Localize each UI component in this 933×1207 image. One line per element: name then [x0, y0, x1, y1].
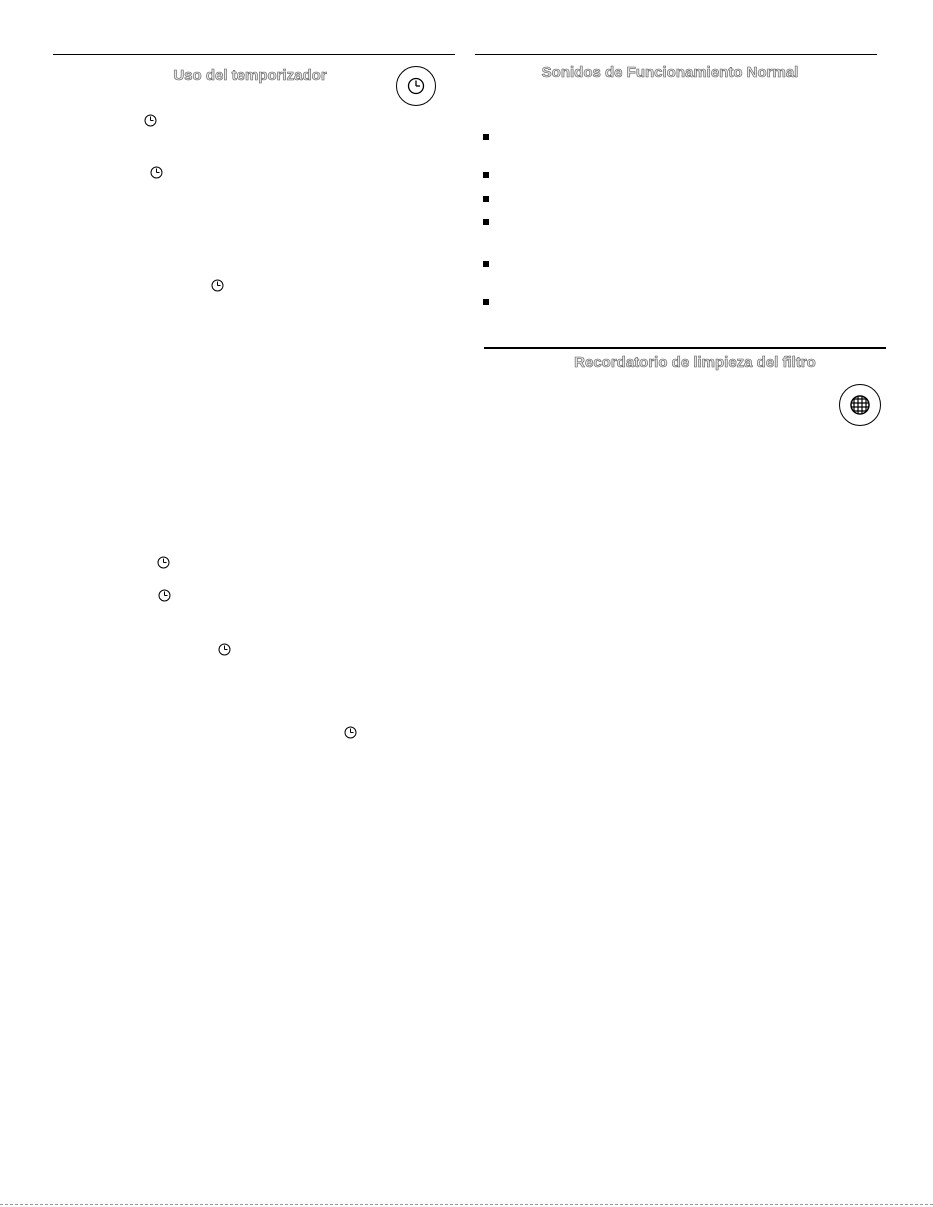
list-bullet — [483, 219, 489, 225]
list-bullet — [483, 134, 489, 140]
filter-button[interactable] — [839, 384, 881, 426]
list-bullet — [483, 261, 489, 267]
clock-icon — [158, 589, 171, 602]
timer-section-title: Uso del temporizador — [173, 67, 327, 84]
clock-icon — [407, 77, 425, 95]
clock-icon — [344, 726, 357, 739]
page-bottom-border — [0, 1204, 933, 1205]
right-top-rule — [475, 54, 877, 55]
list-bullet — [483, 299, 489, 305]
clock-icon — [150, 166, 163, 179]
clock-icon — [157, 556, 170, 569]
clock-icon — [144, 114, 157, 127]
clock-icon — [211, 279, 224, 292]
clock-icon — [218, 643, 231, 656]
filter-section-title: Recordatorio de limpieza del filtro — [574, 354, 816, 371]
filter-top-rule — [484, 347, 886, 349]
sounds-section-title: Sonidos de Funcionamiento Normal — [541, 64, 799, 81]
filter-grid-icon — [849, 394, 871, 416]
left-top-rule — [53, 54, 455, 55]
list-bullet — [483, 196, 489, 202]
timer-button[interactable] — [396, 66, 436, 106]
list-bullet — [483, 172, 489, 178]
